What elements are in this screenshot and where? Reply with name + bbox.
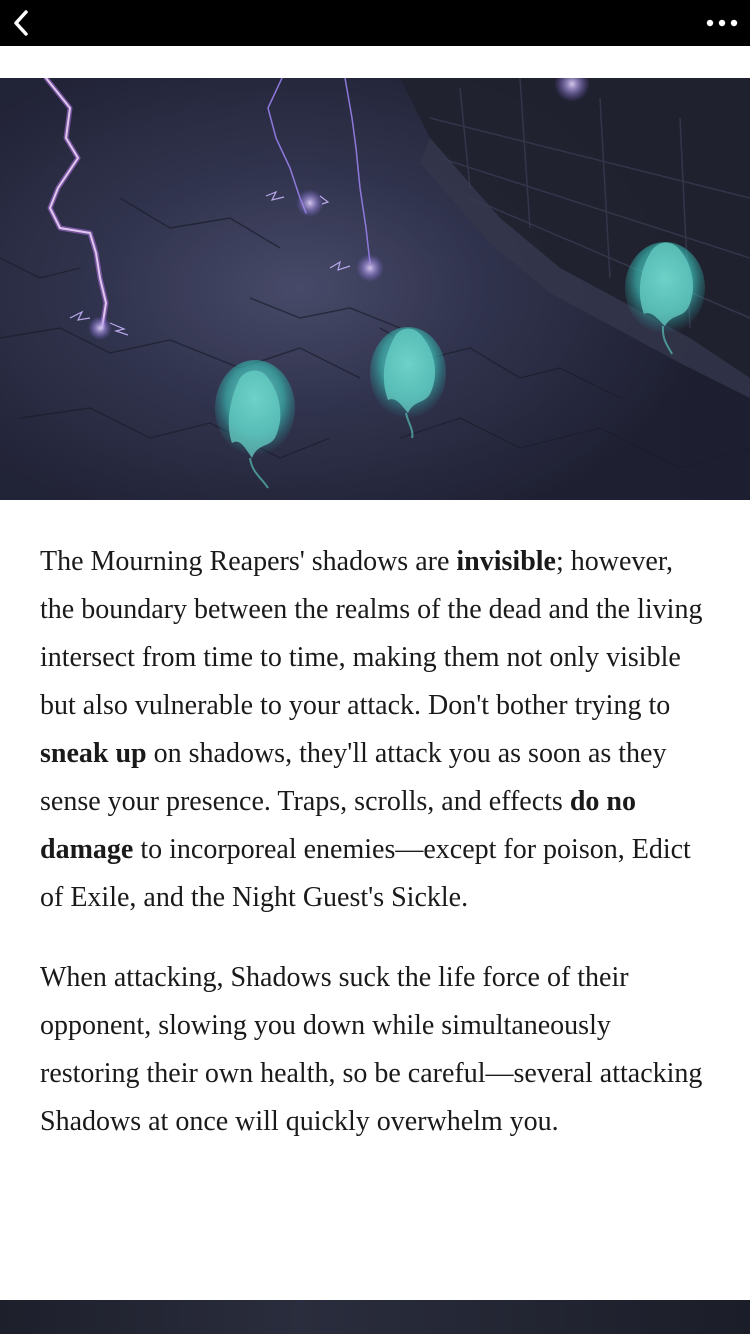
top-navigation-bar — [0, 0, 750, 46]
hero-illustration — [0, 78, 750, 500]
hero-image — [0, 78, 750, 500]
more-horizontal-icon — [702, 0, 742, 46]
body-text: ; however, the boundary between the realms of the dead and the living intersect from time to time, making them not only visible but also vulnerable to your attack. Don't bother trying to — [40, 546, 703, 721]
body-text: The Mourning Reapers' shadows are — [40, 546, 457, 577]
chevron-left-icon — [2, 0, 42, 46]
emphasis-text: do no damage — [40, 786, 636, 865]
article-paragraph-2: When attacking, Shadows suck the life force of their opponent, slowing you down while simultaneously restoring their own health, so be careful—several attacking Shadows at once will quickly overwhelm you. — [40, 962, 703, 1137]
next-image-preview — [0, 1300, 750, 1334]
article-paragraph-1 — [40, 538, 710, 922]
emphasis-text: invisible — [456, 546, 556, 577]
emphasis-text: sneak up — [40, 738, 147, 769]
body-text: on shadows, they'll attack you as soon as they sense your presence. Traps, scrolls, and effects — [40, 738, 667, 817]
article-body — [40, 538, 710, 1178]
body-text: to incorporeal enemies—except for poison, Edict of Exile, and the Night Guest's Sickle. — [40, 834, 691, 913]
more-options-button[interactable] — [702, 0, 742, 46]
back-button[interactable] — [2, 0, 42, 46]
